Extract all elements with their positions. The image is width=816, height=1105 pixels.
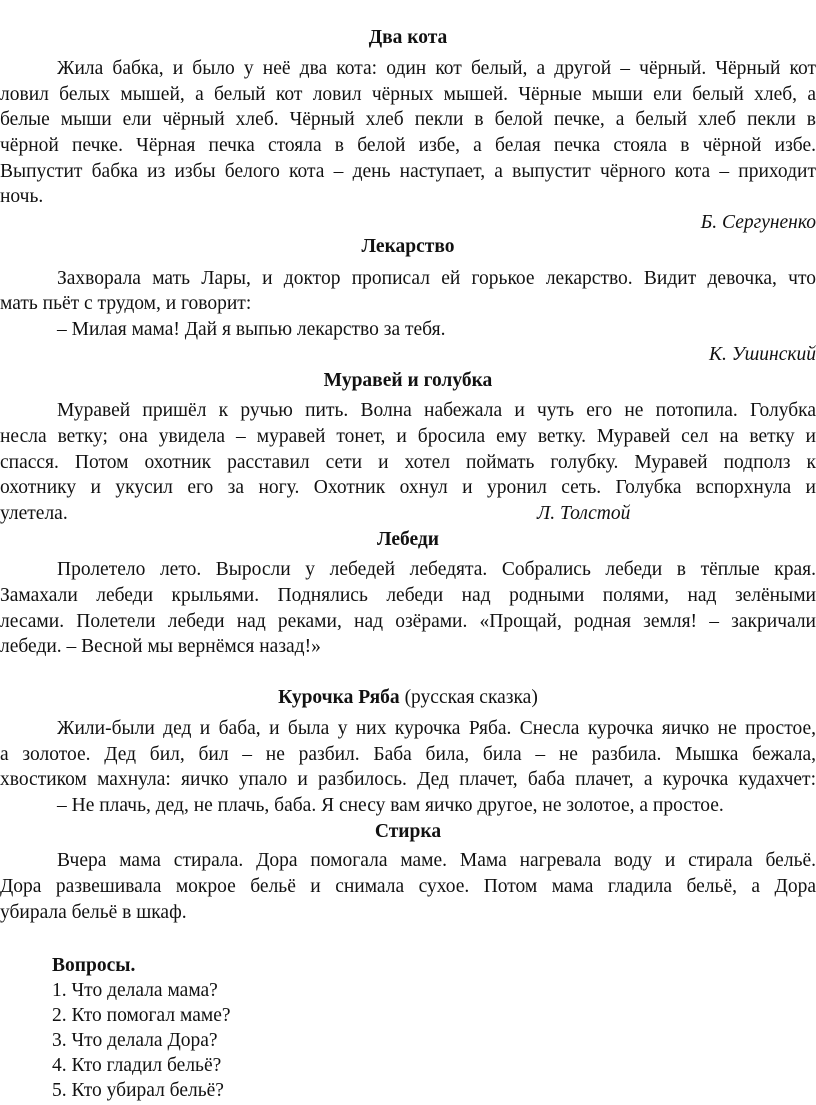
story-line: – Не плачь, дед, не плачь, баба. Я снесу вам яичко другое, не золотое, а простое. — [57, 795, 724, 816]
story-subtitle: (русская сказка) — [404, 687, 538, 708]
story-author: Б. Сергуненко — [700, 212, 816, 233]
story-title: Муравей и голубка — [323, 370, 493, 391]
story-line: мать пьёт с трудом, и говорит: — [0, 293, 252, 314]
question-item: 3. Что делала Дора? — [52, 1030, 218, 1051]
story-line: Выпустит бабка из избы белого кота – день наступает, а выпустит чёрного кота – приходит — [0, 161, 816, 182]
story-line: хвостиком махнула: яичко упало и разбилось. Дед плачет, баба плачет, а курочка кудахчет: — [0, 769, 816, 790]
question-item: 5. Кто убирал бельё? — [52, 1080, 224, 1101]
story-line: несла ветку; она увидела – муравей тонет, и бросила ему ветку. Муравей сел на ветку и — [0, 426, 816, 447]
story-line: Жили-были дед и баба, и была у них курочка Ряба. Снесла курочка яичко не простое, — [57, 718, 816, 739]
story-line: ловил белых мышей, а белый кот ловил чёрных мышей. Чёрные мыши ели белый хлеб, а — [0, 84, 816, 105]
story-author: К. Ушинский — [709, 344, 816, 365]
story-line: лебеди. – Весной мы вернёмся назад!» — [0, 636, 321, 657]
story-title — [0, 685, 816, 711]
story-title: Лебеди — [376, 529, 440, 550]
question-item: 2. Кто помогал маме? — [52, 1005, 231, 1026]
story-title: Два кота — [368, 27, 448, 48]
story-line: Замахали лебеди крыльями. Поднялись лебеди над родными полями, над зелёными — [0, 585, 816, 606]
story-line: Пролетело лето. Выросли у лебедей лебедята. Собрались лебеди в тёплые края. — [57, 559, 816, 580]
questions-heading: Вопросы. — [52, 955, 136, 976]
story-line: Захворала мать Лары, и доктор прописал ей горькое лекарство. Видит девочка, что — [57, 268, 816, 289]
story-line: лесами. Полетели лебеди над реками, над озёрами. «Прощай, родная земля! – закричали — [0, 611, 816, 632]
story-title-text: Курочка Ряба — [278, 687, 400, 708]
story-line: чёрной печке. Чёрная печка стояла в белой избе, а белая печка стояла в чёрной избе. — [0, 135, 816, 156]
story-author: Л. Толстой — [537, 503, 631, 524]
story-line: улетела. — [0, 503, 68, 524]
story-line: – Милая мама! Дай я выпью лекарство за тебя. — [57, 319, 446, 340]
story-line: Жила бабка, и было у неё два кота: один кот белый, а другой – чёрный. Чёрный кот — [57, 58, 816, 79]
story-line: Дора развешивала мокрое бельё и снимала сухое. Потом мама гладила бельё, а Дора — [0, 876, 816, 897]
story-title: Стирка — [374, 821, 442, 842]
story-line: а золотое. Дед бил, бил – не разбил. Баба била, била – не разбила. Мышка бежала, — [0, 744, 816, 765]
story-line: Вчера мама стирала. Дора помогала маме. Мама нагревала воду и стирала бельё. — [57, 850, 816, 871]
story-line: убирала бельё в шкаф. — [0, 902, 187, 923]
story-line: белые мыши ели чёрный хлеб. Чёрный хлеб пекли в белой печке, а белый хлеб пекли в — [0, 109, 816, 130]
story-line: ночь. — [0, 186, 44, 207]
question-item: 4. Кто гладил бельё? — [52, 1055, 222, 1076]
question-item: 1. Что делала мама? — [52, 980, 218, 1001]
story-line: спасся. Потом охотник расставил сети и хотел поймать голубку. Муравей подполз к — [0, 452, 816, 473]
story-line: охотнику и укусил его за ногу. Охотник охнул и уронил сеть. Голубка вспорхнула и — [0, 477, 816, 498]
story-title: Лекарство — [361, 236, 455, 257]
story-line: Муравей пришёл к ручью пить. Волна набежала и чуть его не потопила. Голубка — [57, 400, 816, 421]
